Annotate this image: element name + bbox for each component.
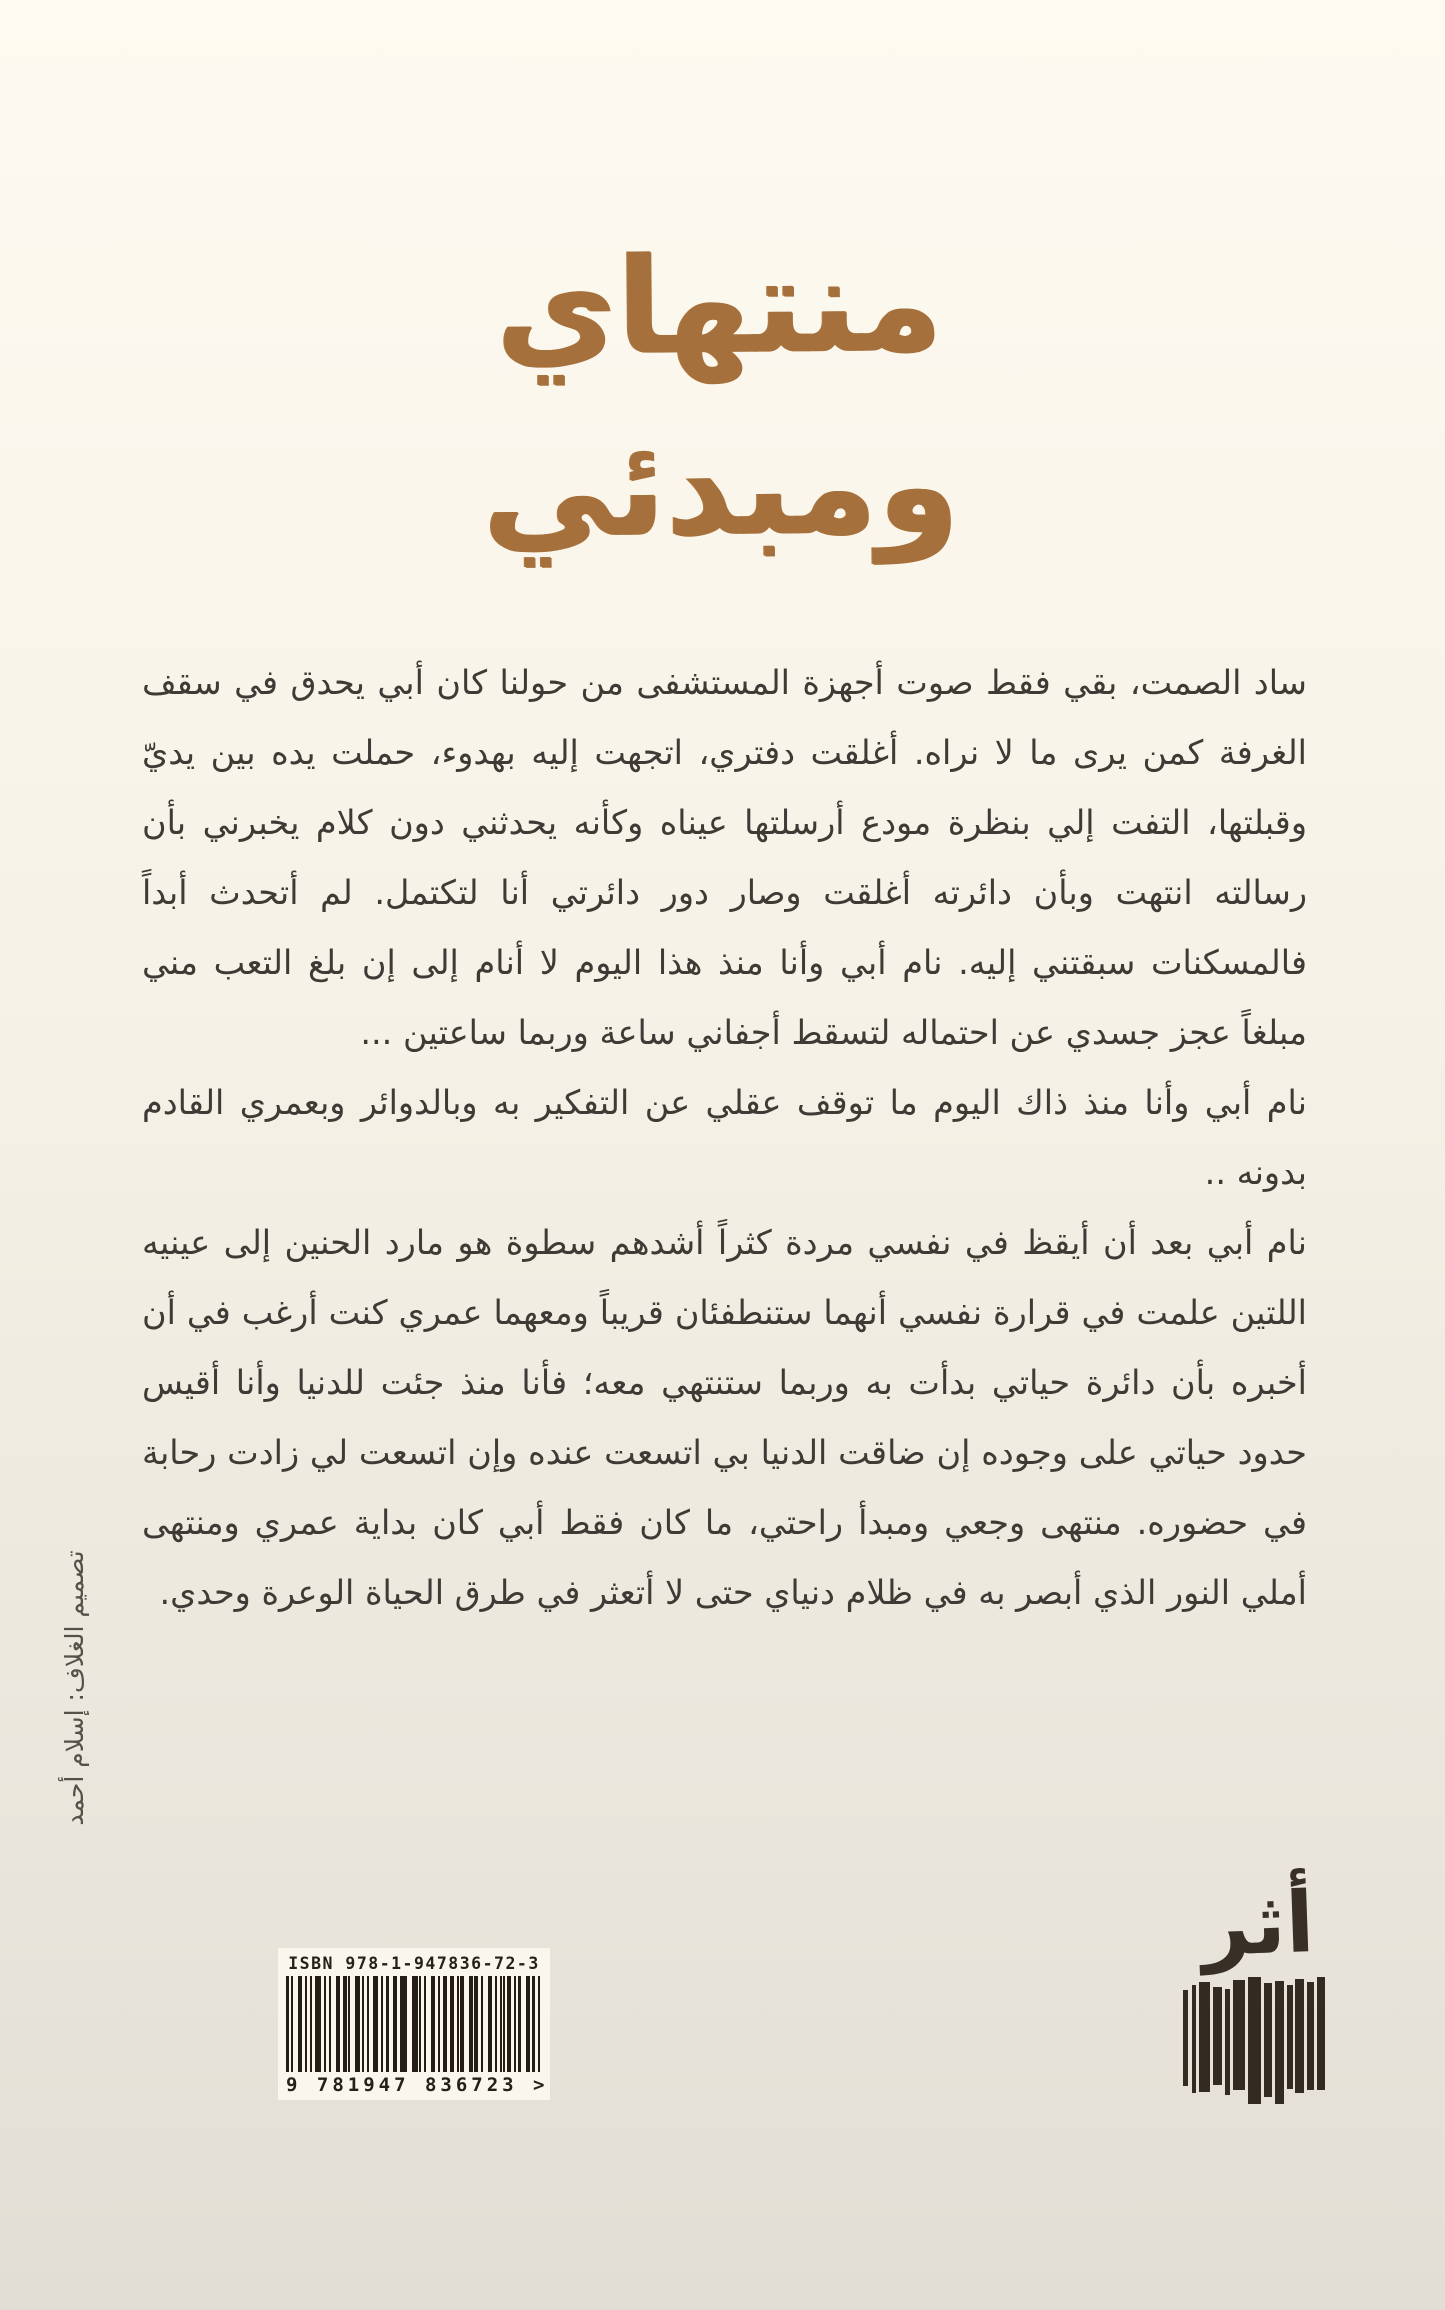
synopsis-paragraph-2: نام أبي وأنا منذ ذاك اليوم ما توقف عقلي عن التفكير به وبالدوائر وبعمري القادم بدونه .. bbox=[142, 1083, 1307, 1192]
cover-design-credit: تصميم الغلاف: إسلام أحمد bbox=[60, 1550, 89, 1826]
publisher-logo-text: أثر bbox=[1200, 1873, 1316, 1975]
back-cover-synopsis bbox=[142, 648, 1307, 1628]
isbn-barcode bbox=[278, 1948, 550, 2100]
barcode-bars bbox=[286, 1976, 542, 2072]
publisher-logo bbox=[1178, 1873, 1338, 2111]
synopsis-paragraph-1: ساد الصمت، بقي فقط صوت أجهزة المستشفى من حولنا كان أبي يحدق في سقف الغرفة كمن يرى ما لا نراه. أغلقت دفتري، اتجهت إليه بهدوء، حملت يده بين يديّ وقبلتها، التفت إلي بنظرة مودع أرسلتها عيناه وكأنه يحدثني دون كلام يخبرني بأن رسالته انتهت وبأن دائرته أغلقت وصار دور دائرتي أنا لتكتمل. لم أتحدث أبداً فالمسكنات سبقتني إليه. نام أبي وأنا منذ هذا اليوم لا أنام إلى إن بلغ التعب مني مبلغاً عجز جسدي عن احتماله لتسقط أجفاني ساعة وربما ساعتين ... bbox=[142, 663, 1307, 1052]
book-title-line2: ومبدئي bbox=[481, 409, 960, 568]
isbn-digits: 9 781947 836723 > bbox=[286, 2074, 549, 2096]
book-title bbox=[298, 211, 1141, 583]
publisher-logo-bars-icon bbox=[1183, 1976, 1333, 2111]
synopsis-paragraph-3: نام أبي بعد أن أيقظ في نفسي مردة كثراً أشدهم سطوة هو مارد الحنين إلى عينيه اللتين علمت في قرارة نفسي أنهما ستنطفئان قريباً ومعهما عمري كنت أرغب في أن أخبره بأن دائرة حياتي بدأت به وربما ستنتهي معه؛ فأنا منذ جئت للدنيا وأنا أقيس حدود حياتي على وجوده إن ضاقت الدنيا بي اتسعت عنده وإن اتسعت لي زادت رحابة في حضوره. منتهى وجعي ومبدأ راحتي، ما كان فقط أبي كان بداية عمري ومنتهى أملي النور الذي أبصر به في ظلام دنياي حتى لا أتعثر في طرق الحياة الوعرة وحدي. bbox=[142, 1223, 1307, 1612]
isbn-number-label: ISBN 978-1-947836-72-3 bbox=[288, 1954, 540, 1973]
book-title-line1: منتهاي bbox=[494, 227, 944, 385]
